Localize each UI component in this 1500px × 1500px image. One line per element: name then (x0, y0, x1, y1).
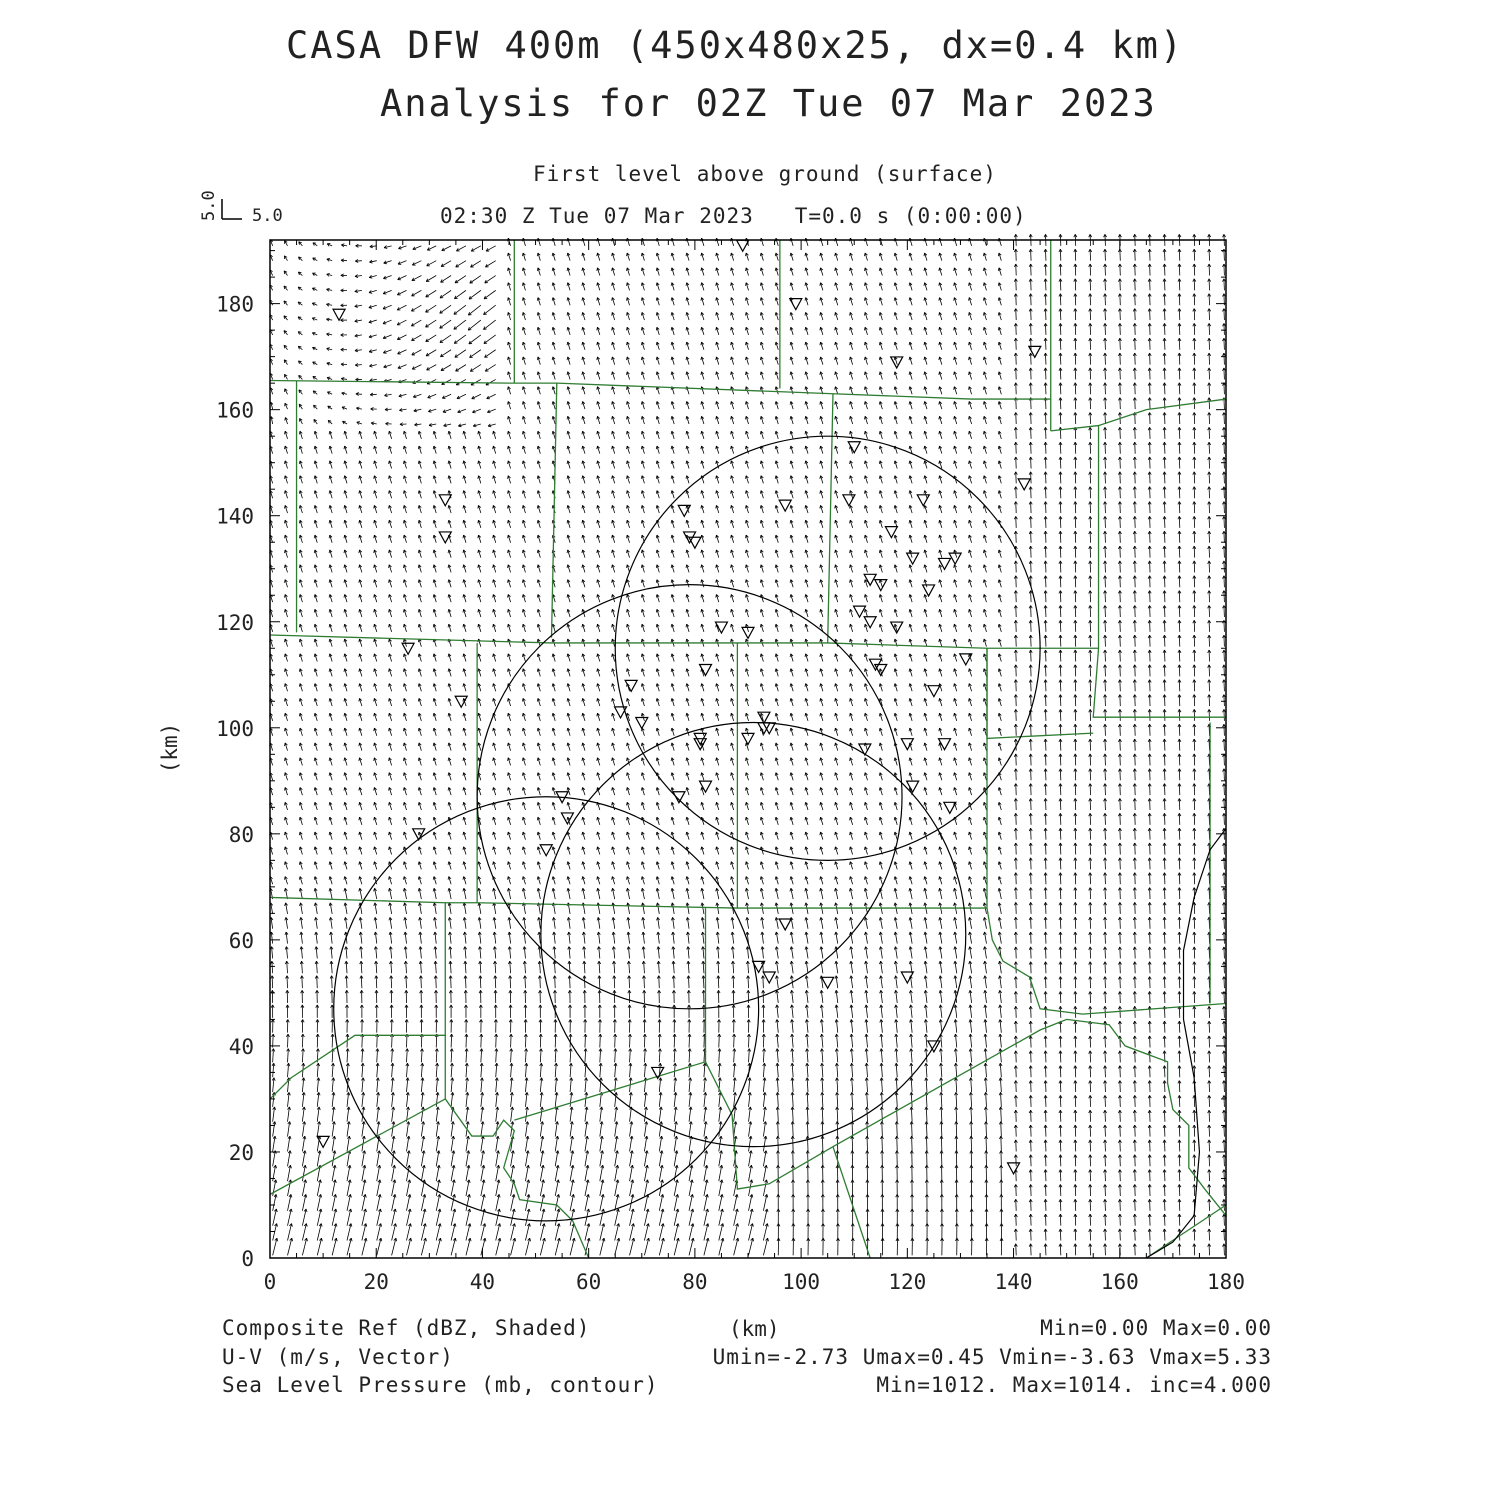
y-tick-label: 80 (228, 822, 254, 847)
valid-time-label: 02:30 Z Tue 07 Mar 2023 T=0.0 s (0:00:00) (440, 204, 1027, 228)
title-line-2: Analysis for 02Z Tue 07 Mar 2023 (380, 82, 1157, 125)
footer-field3-name: Sea Level Pressure (mb, contour) (222, 1373, 659, 1397)
y-axis (216, 251, 1226, 1271)
y-tick-label: 140 (216, 504, 254, 529)
county-boundary (1093, 426, 1226, 718)
x-tick-label: 60 (576, 1270, 602, 1294)
y-tick-label: 0 (241, 1247, 254, 1271)
x-tick-label: 80 (682, 1270, 708, 1294)
y-tick-label: 180 (216, 292, 254, 317)
station-marker (779, 919, 791, 930)
x-tick-label: 120 (888, 1270, 927, 1294)
station-marker (673, 792, 685, 803)
x-tick-label: 160 (1100, 1270, 1139, 1294)
station-marker (854, 606, 866, 617)
title-line-1: CASA DFW 400m (450x480x25, dx=0.4 km) (286, 24, 1185, 67)
footer-field1-stats: Min=0.00 Max=0.00 (1040, 1316, 1272, 1340)
station-marker (907, 553, 919, 564)
pressure-contours (334, 436, 1226, 1258)
y-tick-label: 160 (216, 398, 254, 423)
station-marker (758, 712, 770, 723)
y-tick-label: 120 (216, 610, 254, 635)
county-boundary (514, 908, 705, 1120)
station-marker (822, 977, 834, 988)
station-marker (1008, 1163, 1020, 1174)
wind-vector-field (270, 234, 1226, 1255)
x-axis (264, 240, 1245, 1294)
footer-field2-stats: Umin=-2.73 Umax=0.45 Vmin=-3.63 Vmax=5.33 (712, 1345, 1272, 1369)
county-boundary (987, 648, 1226, 1014)
x-tick-label: 20 (363, 1270, 389, 1294)
station-marker (402, 643, 414, 654)
vector-key (222, 199, 242, 219)
station-marker (917, 495, 929, 506)
county-boundary (270, 897, 987, 908)
county-boundary (1146, 1205, 1226, 1258)
station-marker (540, 845, 552, 856)
x-tick-label: 0 (263, 1270, 277, 1294)
station-marker (689, 537, 701, 548)
station-marker (779, 500, 791, 511)
station-marker (439, 495, 451, 506)
county-boundary (270, 635, 1099, 648)
station-marker (923, 585, 935, 596)
y-tick-label: 60 (228, 928, 254, 953)
x-axis-label: (km) (729, 1317, 780, 1341)
vector-key-v-label: 5.0 (199, 190, 219, 221)
station-marker (1018, 479, 1030, 490)
county-boundary (270, 903, 445, 1099)
station-marker (843, 495, 855, 506)
x-tick-label: 100 (782, 1270, 821, 1294)
county-boundary (828, 394, 833, 643)
station-marker (737, 240, 749, 251)
footer-field3-stats: Min=1012. Max=1014. inc=4.000 (876, 1373, 1272, 1397)
county-boundary (270, 1099, 445, 1194)
y-tick-label: 100 (216, 716, 254, 741)
slp-contour (1146, 829, 1226, 1258)
station-marker (636, 717, 648, 728)
x-tick-label: 180 (1207, 1270, 1245, 1294)
y-axis-label: (km) (158, 722, 182, 774)
x-tick-label: 40 (469, 1270, 496, 1294)
county-boundary (833, 1147, 870, 1258)
station-marker (928, 686, 940, 697)
county-boundary (706, 1019, 1226, 1215)
level-label: First level above ground (surface) (533, 162, 997, 186)
footer-field1-name: Composite Ref (dBZ, Shaded) (222, 1316, 591, 1340)
station-markers (317, 240, 1041, 1174)
footer-field2-name: U-V (m/s, Vector) (222, 1345, 454, 1369)
station-marker (455, 696, 467, 707)
vector-key-u-label: 5.0 (252, 206, 283, 226)
station-marker (763, 972, 775, 983)
y-tick-label: 20 (228, 1140, 254, 1165)
x-tick-label: 140 (994, 1270, 1033, 1294)
y-tick-label: 40 (228, 1034, 254, 1059)
